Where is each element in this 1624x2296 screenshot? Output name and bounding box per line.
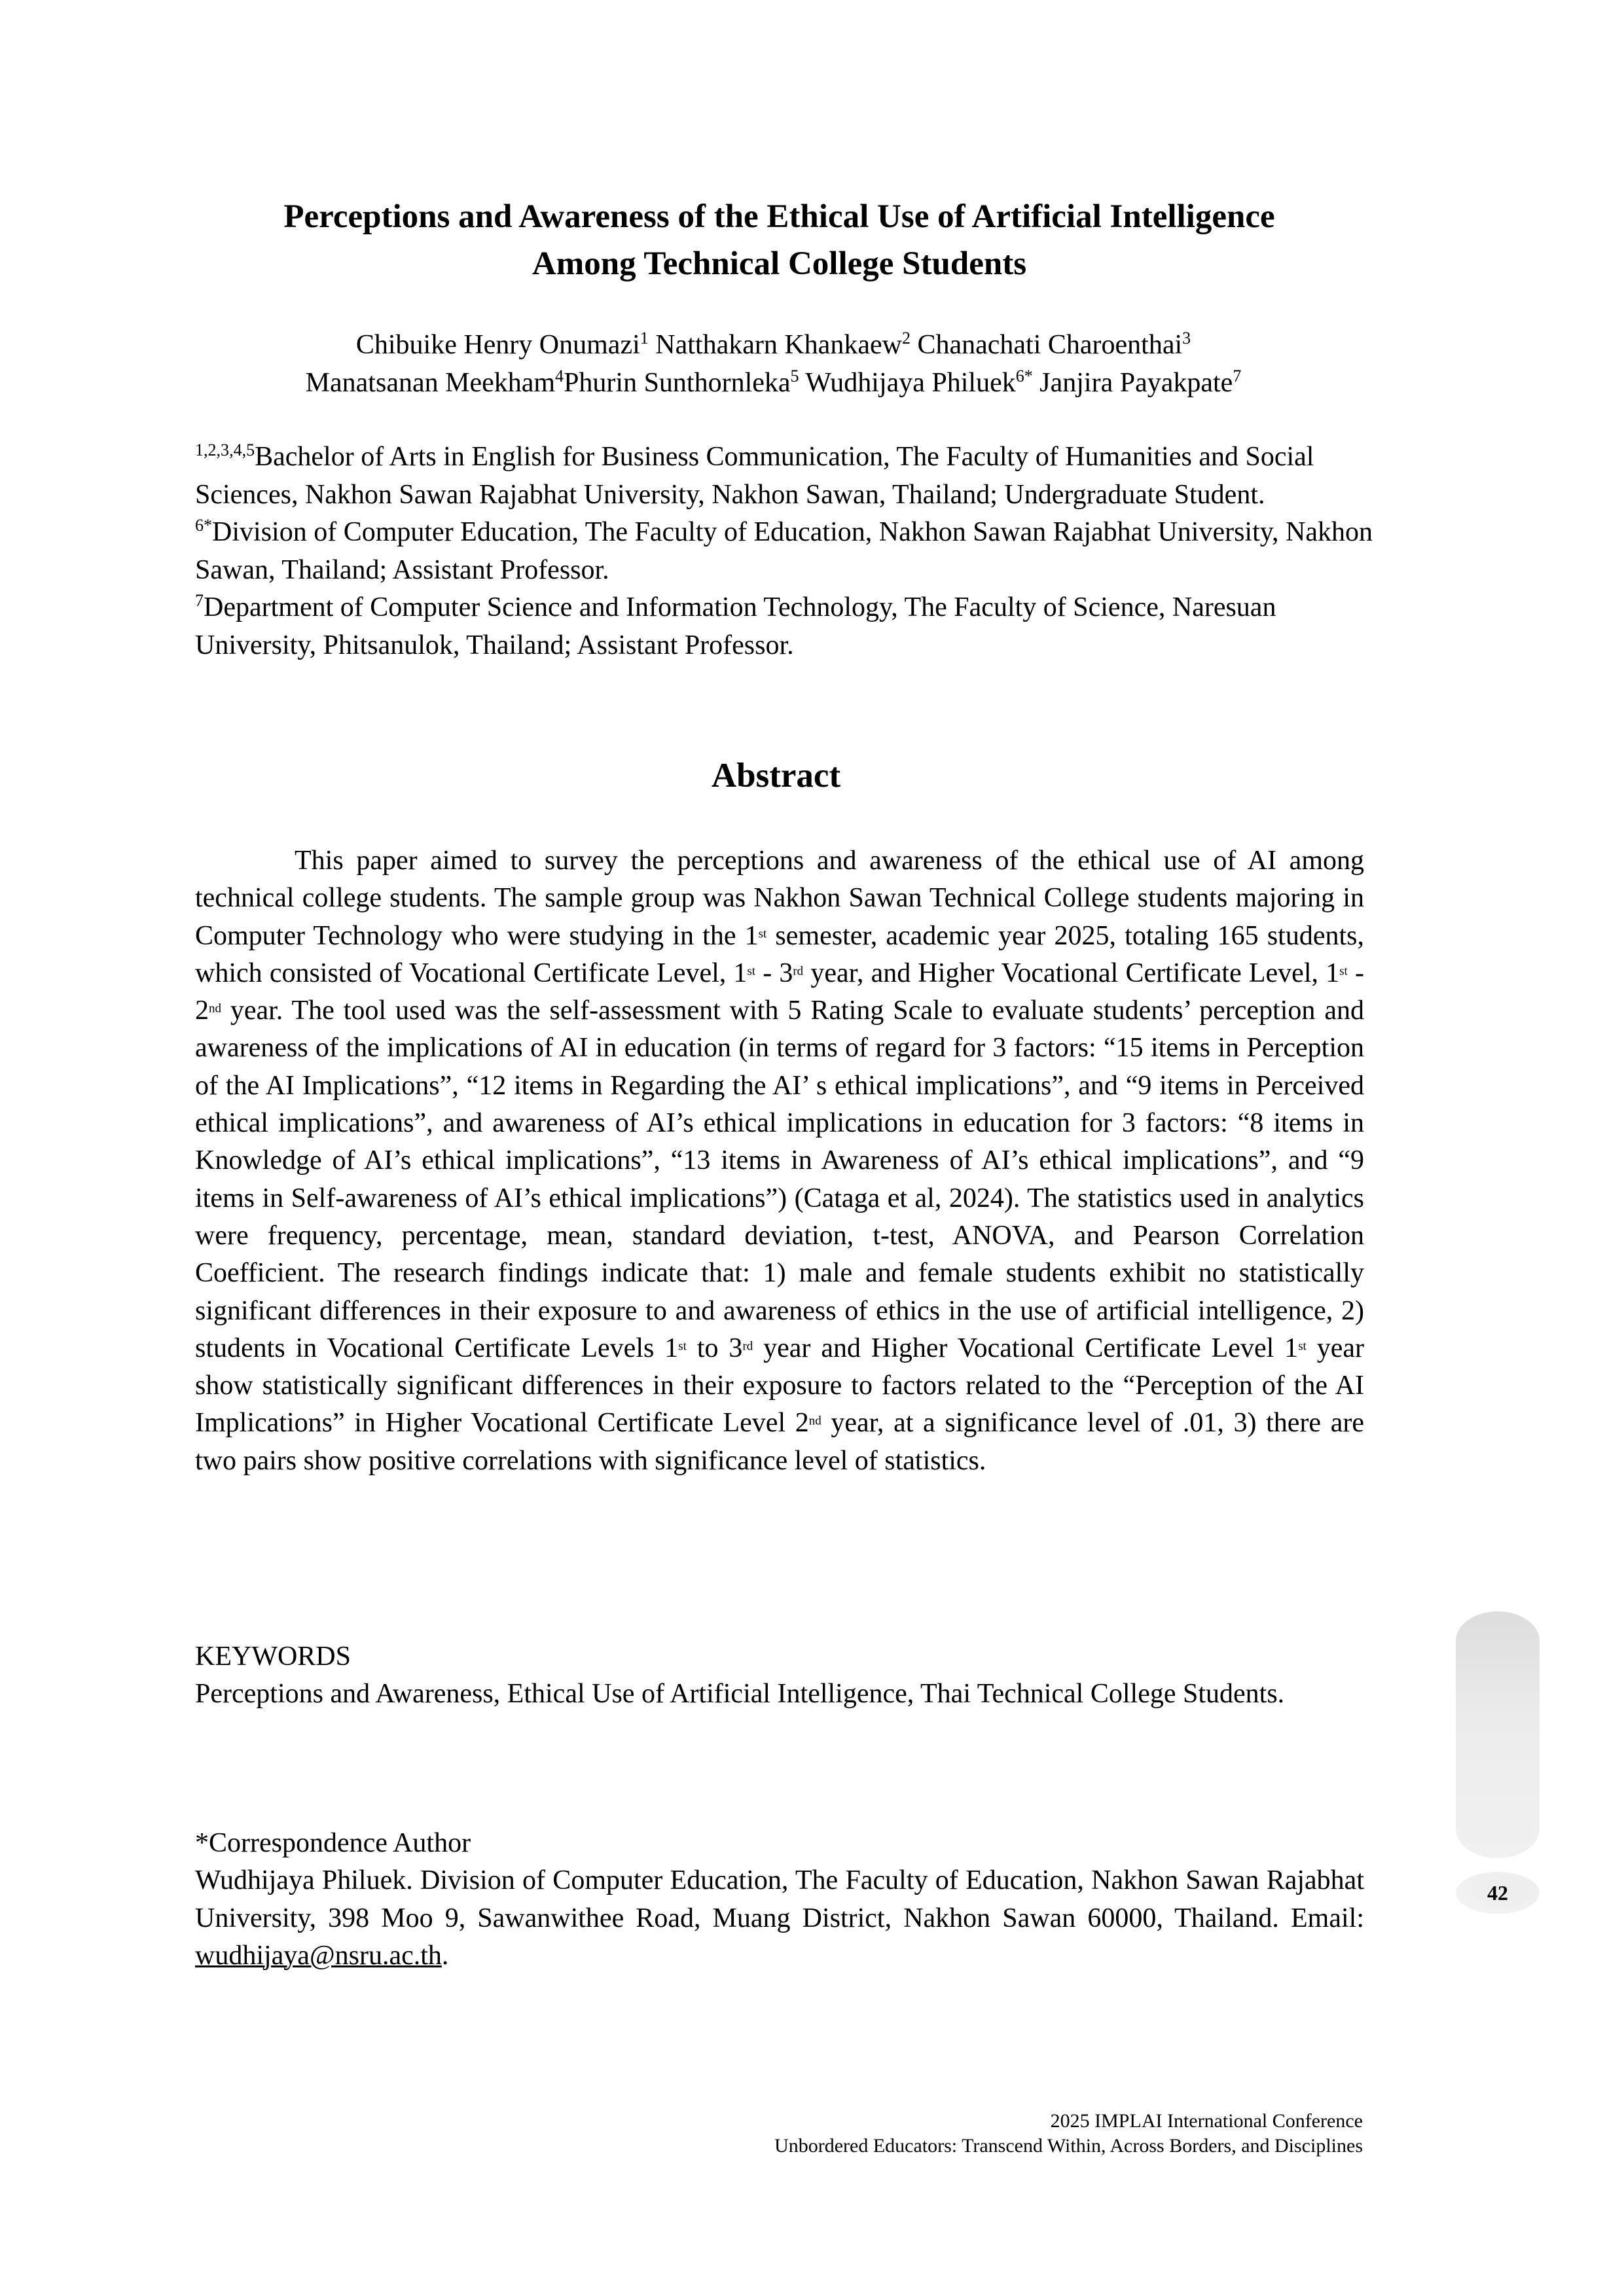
ordinal-suffix: nd <box>808 1414 821 1429</box>
author-mark: 1 <box>640 329 649 348</box>
keywords-label: KEYWORDS <box>195 1641 351 1672</box>
correspondence-label: *Correspondence Author <box>195 1828 471 1858</box>
keywords-section <box>195 1638 1364 1713</box>
ordinal-suffix: st <box>1339 964 1348 978</box>
author-mark: 6* <box>1015 367 1033 386</box>
author-name: Wudhijaya Philuek <box>805 368 1016 398</box>
author-mark: 3 <box>1182 329 1191 348</box>
affiliation-item <box>195 589 1373 664</box>
abstract-text: year. The tool used was the self-assessment with 5 Rating Scale to evaluate students’ perception and awareness of the implications of AI in education (in terms of regard for 3 factors: “15 items in Perception of the AI Implications”, “12 items in Regarding the AI’ s ethical implications”, and “9 items in Perceived ethical implications”, and awareness of AI’s ethical implications in education for 3 factors: “8 items in Knowledge of AI’s ethical implications”, “13 items in Awareness of AI’s ethical implications”, and “9 items in Self-awareness of AI’s ethical implications”) (Cataga et al, 2024). The statistics used in analytics were frequency, percentage, mean, standard deviation, t-test, ANOVA, and Pearson Correlation Coefficient. The research findings indicate that: 1) male and female students exhibit no statistically significant differences in their exposure to and awareness of ethics in the use of artificial intelligence, 2) students in Vocational Certificate Levels 1 <box>195 996 1364 1363</box>
side-tab-decoration <box>1456 1611 1540 1858</box>
author-mark: 7 <box>1233 367 1242 386</box>
correspondence-end: . <box>441 1940 449 1971</box>
author-name: Phurin Sunthornleka <box>564 368 791 398</box>
ordinal-suffix: rd <box>793 964 804 978</box>
affiliation-mark: 7 <box>195 591 204 610</box>
affiliation-item <box>195 514 1373 589</box>
abstract-heading-text: Abstract <box>711 757 841 795</box>
page-number: 42 <box>1487 1880 1508 1905</box>
author-name: Chibuike Henry Onumazi <box>355 330 640 360</box>
abstract-text: year, and Higher Vocational Certificate Level, 1 <box>803 958 1340 988</box>
author-name: Natthakarn Khankaew <box>655 330 902 360</box>
abstract-text: to 3 <box>686 1333 743 1363</box>
ordinal-suffix: st <box>678 1339 687 1354</box>
affiliation-item <box>195 439 1373 514</box>
footer-conference: 2025 IMPLAI International Conference <box>1050 2110 1363 2132</box>
affiliation-text: Division of Computer Education, The Faculty of Education, Nakhon Sawan Rajabhat University, Nakhon Sawan, Thailand; Assistant Professor. <box>195 517 1373 585</box>
keywords-text: Perceptions and Awareness, Ethical Use of Artificial Intelligence, Thai Technical College Students. <box>195 1679 1285 1710</box>
affiliation-mark: 1,2,3,4,5 <box>195 440 255 459</box>
abstract-text: year show statistically significant differences in their exposure to factors related to the “Perception of the AI Implications” in Higher Vocational Certificate Level 2 <box>195 1333 1364 1439</box>
author-mark: 5 <box>790 367 799 386</box>
author-mark: 2 <box>901 329 911 348</box>
author-line-2 <box>0 364 1624 402</box>
title-line-2: Among Technical College Students <box>532 245 1027 282</box>
correspondence-text: Wudhijaya Philuek. Division of Computer Education, The Faculty of Education, Nakhon Sawan Rajabhat University, 398 Moo 9, Sawanwithee Road, Muang District, Nakhon Sawan 60000, Thailand. Email: <box>195 1865 1364 1933</box>
author-name: Manatsanan Meekham <box>305 368 556 398</box>
affiliation-text: Bachelor of Arts in English for Business Communication, The Faculty of Humanities and Social Sciences, Nakhon Sawan Rajabhat University, Nakhon Sawan, Thailand; Undergraduate Student. <box>195 442 1314 510</box>
title-line-1: Perceptions and Awareness of the Ethical Use of Artificial Intelligence <box>283 198 1275 235</box>
author-name: Chanachati Charoenthai <box>917 330 1183 360</box>
abstract-text: This paper aimed to survey the perceptions and awareness of the ethical use of AI among technical college students. The sample group was Nakhon Sawan Technical College students majoring in Computer Technology who were studying in the 1 <box>195 846 1364 951</box>
page-footer <box>655 2109 1363 2159</box>
ordinal-suffix: nd <box>209 1001 221 1016</box>
ordinal-suffix: st <box>758 927 767 941</box>
email-link[interactable]: wudhijaya@nsru.ac.th <box>195 1940 442 1971</box>
ordinal-suffix: st <box>747 964 756 978</box>
abstract-text: year, at a significance level of .01, 3) there are two pairs show positive correlations with significance level of statistics. <box>195 1408 1364 1476</box>
abstract-body <box>195 842 1364 1480</box>
abstract-text: semester, academic year 2025, totaling 165 students, which consisted of Vocational Certificate Level, 1 <box>195 920 1364 988</box>
affiliation-mark: 6* <box>195 516 213 535</box>
ordinal-suffix: rd <box>742 1339 753 1354</box>
abstract-heading <box>0 753 1624 798</box>
affiliation-text: Department of Computer Science and Information Technology, The Faculty of Science, Naresuan University, Phitsanulok, Thailand; Assistant Professor. <box>195 592 1276 660</box>
correspondence-section <box>195 1825 1364 1975</box>
author-line-1 <box>0 326 1624 364</box>
affiliations <box>195 439 1373 664</box>
correspondence-details <box>195 1862 1364 1975</box>
abstract-text: year and Higher Vocational Certificate Level 1 <box>753 1333 1299 1363</box>
author-list <box>0 326 1624 402</box>
abstract-text: - 2 <box>195 958 1364 1026</box>
author-mark: 4 <box>555 367 564 386</box>
footer-theme: Unbordered Educators: Transcend Within, Across Borders, and Disciplines <box>774 2135 1363 2157</box>
paper-title <box>0 193 1624 287</box>
author-name: Janjira Payakpate <box>1039 368 1233 398</box>
ordinal-suffix: st <box>1298 1339 1307 1354</box>
page-number-badge <box>1456 1872 1540 1914</box>
abstract-text: - 3 <box>755 958 793 988</box>
